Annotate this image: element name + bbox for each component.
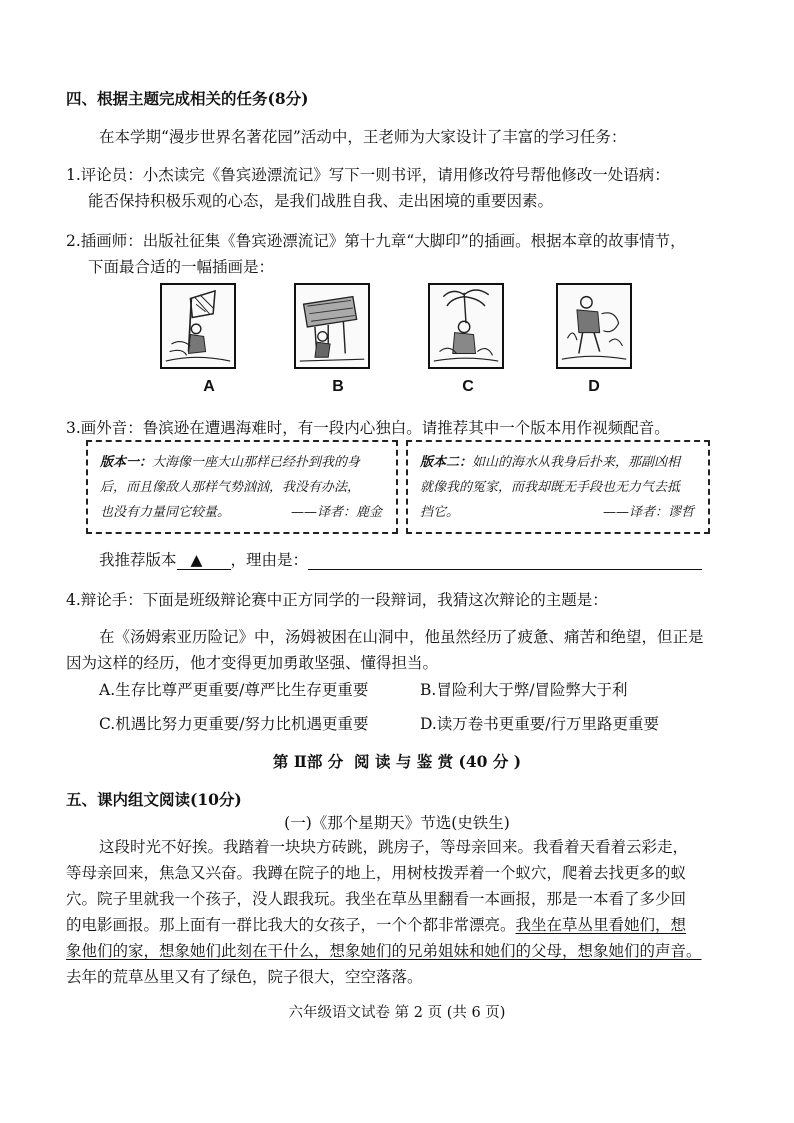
illustration-d — [556, 283, 632, 369]
passage-line4-start: 的电影画报。那上面有一群比我大的女孩子，一个个都非常漂亮。 — [66, 916, 516, 934]
version2-line1: 如山的海水从我身后扑来，那副凶相 — [472, 455, 681, 470]
version1-translator: ——译者：鹿金 — [290, 505, 382, 520]
part2-heading: 第 Ⅱ部 分 阅 读 与 鉴 赏 (40 分 ) — [272, 752, 522, 771]
version2-line2: 就像我的冤家，而我却既无手段也无力气去抵 — [420, 480, 681, 495]
option-a-label: A — [203, 378, 215, 395]
version2-line3: 挡它。 — [420, 505, 460, 520]
passage-underlined-start: 我坐在草丛里看她们，想 — [515, 916, 687, 934]
q3-answer-prefix: 我推荐版本 — [99, 551, 177, 569]
q1-prompt: 1.评论员：小杰读完《鲁宾逊漂流记》写下一则书评，请用修改符号帮他修改一处语病： — [66, 166, 670, 184]
version-choice-blank[interactable] — [177, 551, 231, 570]
passage-line6: 去年的荒草丛里又有了绿色，院子很大，空空落落。 — [66, 968, 423, 986]
reason-blank[interactable] — [308, 551, 702, 570]
version1-line2: 后，而且像敌人那样气势汹汹，我没有办法， — [100, 480, 361, 495]
q4-option-a: A.生存比尊严更重要/尊严比生存更重要 — [99, 681, 369, 699]
illustration-c — [428, 283, 504, 369]
q2-prompt-cont: 下面最合适的一幅插画是： — [88, 258, 275, 276]
passage-underlined-line: 象他们的家，想象她们此刻在干什么，想象她们的兄弟姐妹和她们的父母，想象她们的声音。 — [66, 942, 702, 960]
version1-box — [86, 440, 398, 534]
section5-heading: 五、课内组文阅读(10分) — [66, 790, 242, 809]
passage-line3: 穴。院子里就我一个孩子，没人跟我玩。我坐在草丛里翻看一本画报，那是一本看了多少回 — [66, 890, 687, 908]
q4-option-b: B.冒险利大于弊/冒险弊大于利 — [420, 681, 628, 699]
version2-label: 版本二： — [420, 455, 473, 470]
version2-box — [406, 440, 710, 534]
passage-line4 — [66, 915, 686, 935]
q1-sentence: 能否保持积极乐观的心态，是我们战胜自我、走出困境的重要因素。 — [88, 192, 554, 210]
option-b-label: B — [332, 378, 344, 395]
passage-title: (一)《那个星期天》节选(史铁生) — [284, 814, 510, 832]
q4-option-d: D.读万卷书更重要/行万里路更重要 — [420, 715, 660, 733]
q4-passage-line1: 在《汤姆索亚历险记》中，汤姆被困在山洞中，他虽然经历了疲惫、痛苦和绝望，但正是 — [99, 628, 704, 646]
answer-marker-icon: ▲ — [190, 551, 203, 569]
section4-heading: 四、根据主题完成相关的任务(8分) — [66, 89, 309, 108]
option-d-label: D — [588, 378, 600, 395]
version1-line3: 也没有力量同它较量。 — [100, 505, 231, 520]
q3-answer-line — [99, 550, 702, 570]
q4-option-c: C.机遇比努力更重要/努力比机遇更重要 — [99, 715, 369, 733]
version1-label: 版本一： — [100, 455, 153, 470]
q3-answer-mid: ，理由是： — [230, 551, 309, 569]
option-c-label: C — [462, 378, 474, 395]
page-footer: 六年级语文试卷 第 2 页 (共 6 页) — [288, 1005, 506, 1021]
q3-prompt: 3.画外音：鲁滨逊在遭遇海难时，有一段内心独白。请推荐其中一个版本用作视频配音。 — [66, 419, 670, 437]
version1-line1: 大海像一座大山那样已经扑到我的身 — [152, 455, 361, 470]
illustration-b — [294, 283, 370, 369]
passage-line1: 这段时光不好挨。我踏着一块块方砖跳，跳房子，等母亲回来。我看着天看着云彩走， — [99, 838, 689, 856]
section4-intro: 在本学期“漫步世界名著花园”活动中，王老师为大家设计了丰富的学习任务： — [99, 128, 627, 146]
version2-translator: ——译者：谬哲 — [602, 505, 694, 520]
passage-line2: 等母亲回来，焦急又兴奋。我蹲在院子的地上，用树枝拨弄着一个蚁穴，爬着去找更多的蚁 — [66, 864, 687, 882]
illustration-a — [160, 283, 236, 369]
q4-passage-line2: 因为这样的经历，他才变得更加勇敢坚强、懂得担当。 — [66, 654, 439, 672]
q4-prompt: 4.辩论手：下面是班级辩论赛中正方同学的一段辩词，我猜这次辩论的主题是： — [66, 591, 608, 609]
q2-prompt: 2.插画师：出版社征集《鲁宾逊漂流记》第十九章“大脚印”的插画。根据本章的故事情节， — [66, 232, 686, 250]
